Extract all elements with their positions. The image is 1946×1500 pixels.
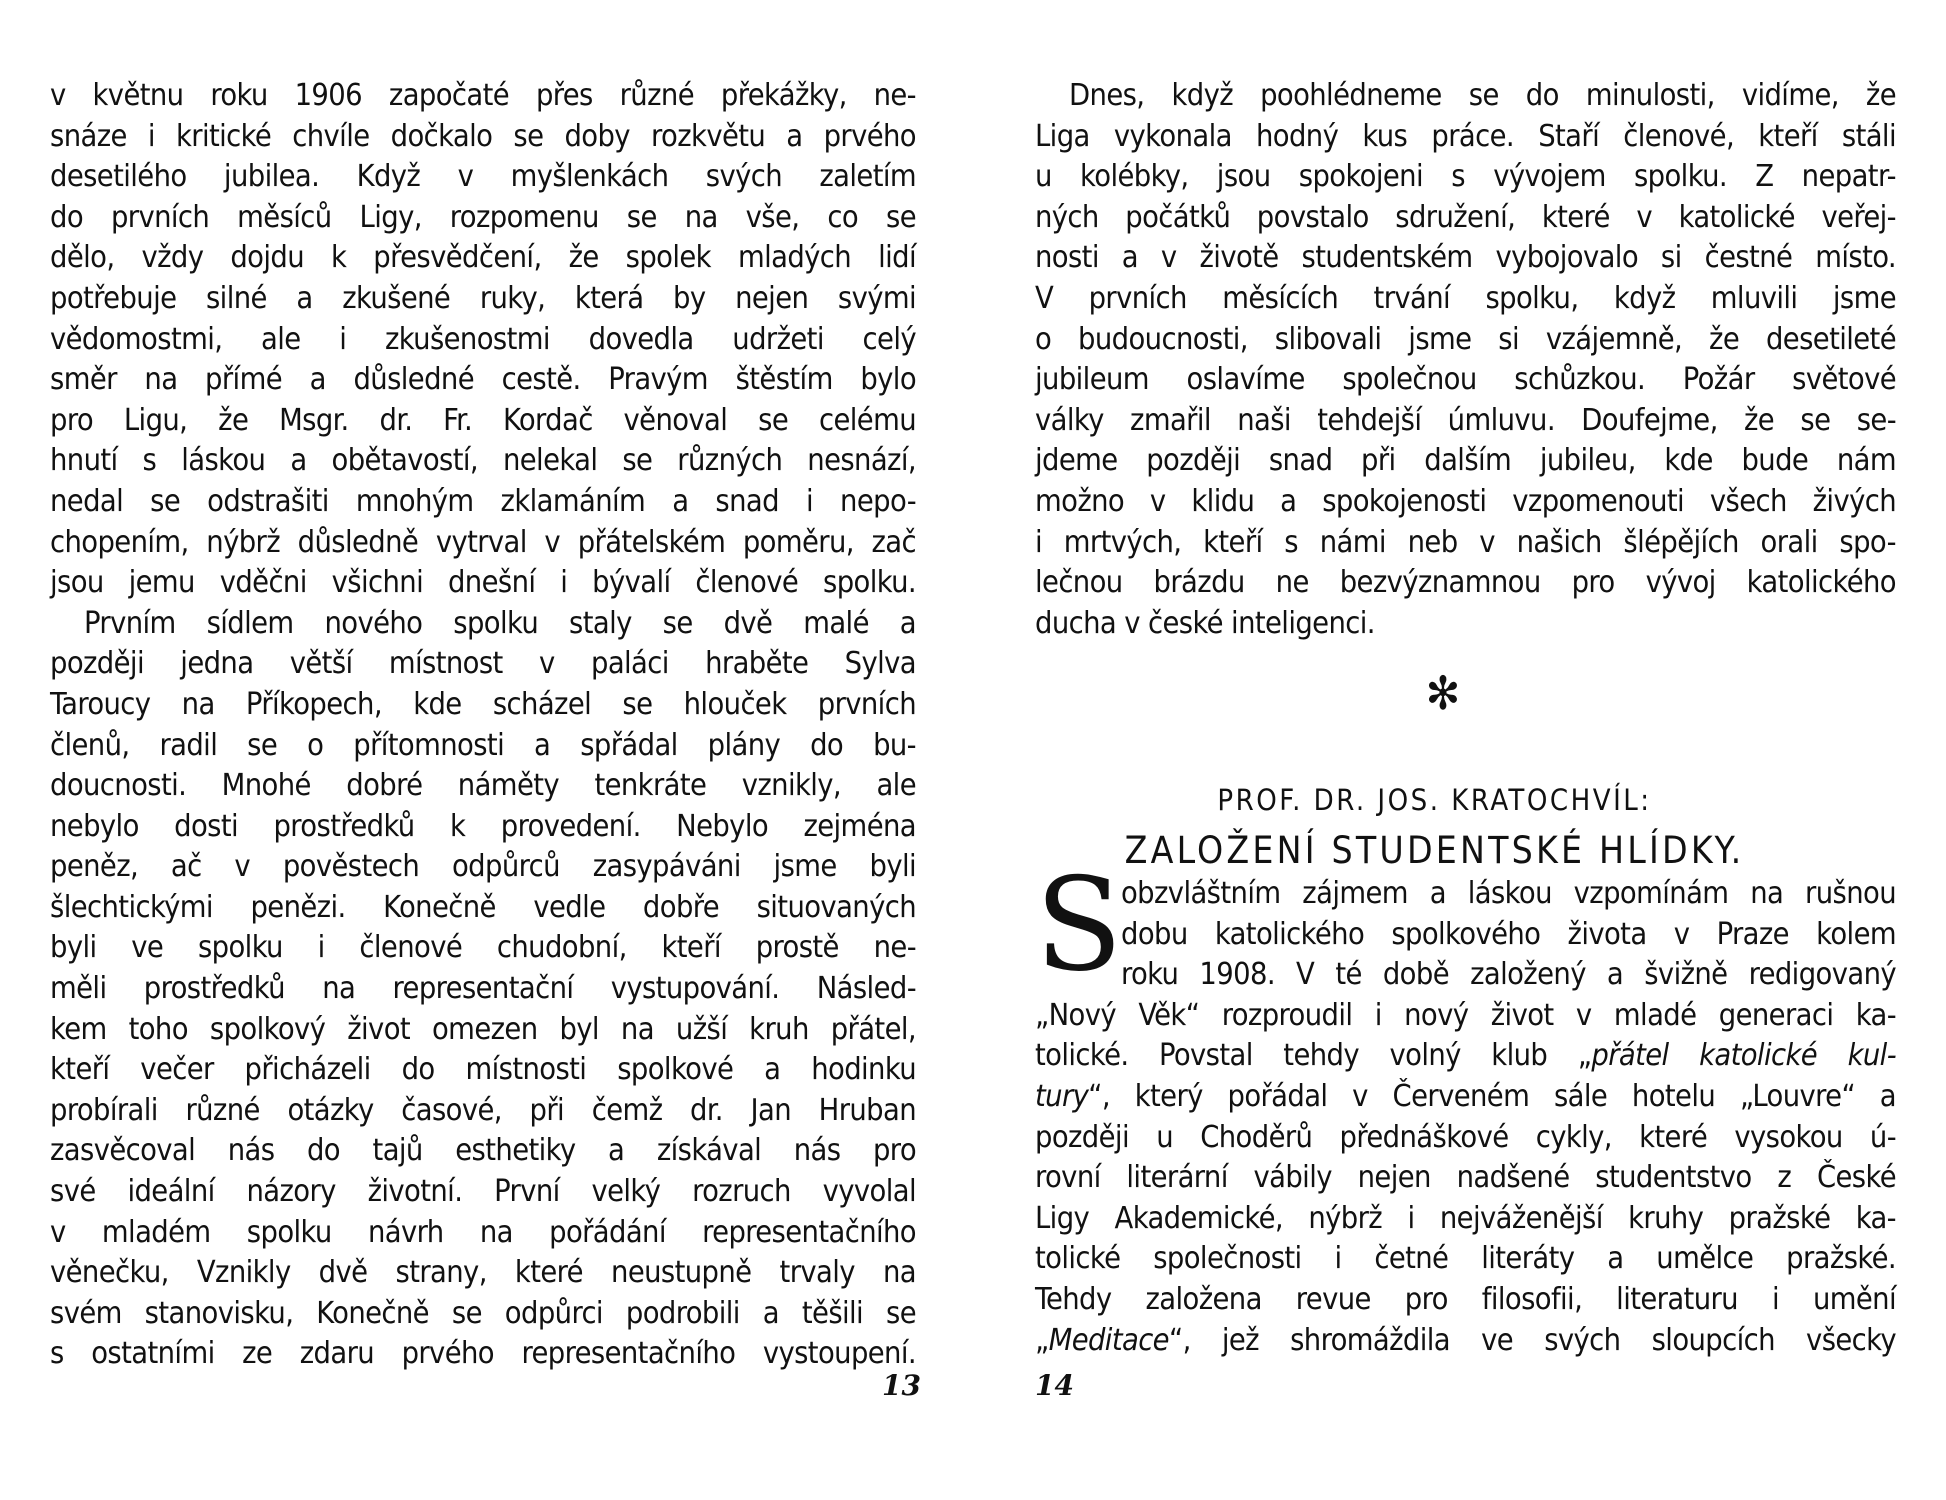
text-line: do prvních měsíců Ligy, rozpomenu se na vše, co se [50, 199, 916, 235]
text-line: u kolébky, jsou spokojeni s vývojem spolku. Z nepatr- [1035, 159, 1896, 195]
text-line: obzvláštním zájmem a láskou vzpomínám na rušnou [1121, 876, 1896, 911]
text-line: pro Ligu, že Msgr. dr. Fr. Kordač věnoval se celému [50, 402, 916, 438]
text-line: Taroucy na Příkopech, kde scházel se hlouček prvních [50, 686, 916, 722]
text-line: možno v klidu a spokojenosti vzpomenouti všech živých [1035, 483, 1896, 519]
text-line: kteří večer přicházeli do místnosti spolkové a hodinku [50, 1052, 916, 1088]
text-line: dělo, vždy dojdu k přesvědčení, že spolek mladých lidí [50, 240, 916, 276]
page-number-right: 14 [1035, 1369, 1074, 1402]
text-line: desetilého jubilea. Když v myšlenkách svých zaletím [50, 159, 916, 195]
text-line: i mrtvých, kteří s námi neb v našich šlépějích orali spo- [1035, 524, 1896, 560]
text-line: hnutí s láskou a obětavostí, nelekal se různých nesnází, [50, 443, 916, 479]
text-line: v mladém spolku návrh na pořádání representačního [50, 1214, 916, 1250]
right-page [973, 0, 1946, 1500]
text-line: dobu katolického spolkového života v Praze kolem [1121, 916, 1896, 952]
text-line: nosti a v životě studentském vybojovalo si čestné místo. [1035, 240, 1896, 276]
text-line: později u Choděrů přednáškové cykly, které vysokou ú- [1035, 1119, 1896, 1155]
text-line: tolické společnosti i četné literáty a umělce pražské. [1035, 1241, 1896, 1277]
text-line: tury“, který pořádal v Červeném sále hotelu „Louvre“ a [1035, 1078, 1896, 1114]
text-line: členů, radil se o přítomnosti a spřádal plány do bu- [50, 727, 916, 763]
asterism-separator-icon: ✻ [1425, 666, 1461, 720]
text-line: Liga vykonala hodný kus práce. Staří členové, kteří stáli [1035, 118, 1896, 154]
left-page-text [50, 76, 916, 1375]
text-line: nebylo dosti prostředků k provedení. Nebylo zejména [50, 808, 916, 844]
text-line: chopením, nýbrž důsledně vytrval v přátelském poměru, zač [50, 524, 916, 560]
text-line: zasvěcoval nás do tajů esthetiky a získával nás pro [50, 1133, 916, 1169]
text-line: v květnu roku 1906 započaté přes různé překážky, ne- [50, 78, 916, 113]
text-line: Dnes, když poohlédneme se do minulosti, vidíme, že [1069, 78, 1896, 113]
text-line: šlechtickými penězi. Konečně vedle dobře situovaných [50, 889, 916, 925]
text-line: „Nový Věk“ rozproudil i nový život v mladé generaci ka- [1035, 997, 1896, 1033]
text-line: nedal se odstrašiti mnohým zklamáním a snad i nepo- [50, 483, 916, 519]
text-line: V prvních měsících trvání spolku, když mluvili jsme [1035, 280, 1896, 316]
text-line: tolické. Povstal tehdy volný klub „přátel katolické kul- [1035, 1038, 1896, 1074]
text-line: svém stanovisku, Konečně se odpůrci podrobili a těšili se [50, 1295, 916, 1331]
article-author: PROF. DR. JOS. KRATOCHVÍL: [1217, 783, 1652, 817]
text-line: války zmařil naši tehdejší úmluvu. Doufejme, že se se- [1035, 402, 1896, 438]
text-line: Prvním sídlem nového spolku staly se dvě malé a [84, 605, 916, 641]
article-text [1035, 851, 1896, 1361]
right-page-text [1035, 76, 1896, 644]
text-line: roku 1908. V té době založený a švižně redigovaný [1121, 957, 1896, 993]
text-line: Tehdy založena revue pro filosofii, literaturu i umění [1035, 1281, 1896, 1317]
text-line: ducha v české inteligenci. [1035, 605, 1375, 641]
text-line: „Meditace“, jež shromáždila ve svých sloupcích všecky [1035, 1322, 1896, 1358]
article-body [1035, 851, 1896, 1361]
text-line: kem toho spolkový život omezen byl na užší kruh přátel, [50, 1011, 916, 1047]
text-line: peněz, ač v pověstech odpůrců zasypáváni jsme byli [50, 849, 916, 885]
text-line: jdeme později snad při dalším jubileu, kde bude nám [1035, 443, 1896, 479]
text-line: snáze i kritické chvíle dočkalo se doby rozkvětu a prvého [50, 118, 916, 154]
text-line: své ideální názory životní. První velký rozruch vyvolal [50, 1174, 916, 1210]
text-line: doucnosti. Mnohé dobré náměty tenkráte vznikly, ale [50, 768, 916, 804]
text-line: jubileum oslavíme společnou schůzkou. Požár světové [1035, 362, 1896, 398]
text-line: potřebuje silné a zkušené ruky, která by nejen svými [50, 280, 916, 316]
text-line: později jedna větší místnost v paláci hraběte Sylva [50, 646, 916, 682]
text-line: byli ve spolku i členové chudobní, kteří prostě ne- [50, 930, 916, 966]
text-line: lečnou brázdu ne bezvýznamnou pro vývoj katolického [1035, 565, 1896, 601]
text-line: ných počátků povstalo sdružení, které v katolické veřej- [1035, 199, 1896, 235]
text-line: vědomostmi, ale i zkušenostmi dovedla udržeti celý [50, 321, 916, 357]
text-line: jsou jemu vděčni všichni dnešní i bývalí členové spolku. [50, 565, 916, 601]
page-number-left: 13 [882, 1369, 921, 1402]
text-line: směr na přímé a důsledné cestě. Pravým štěstím bylo [50, 362, 916, 398]
text-line: probírali různé otázky časové, při čemž dr. Jan Hruban [50, 1092, 916, 1128]
text-line: rovní literární vábily nejen nadšené studentstvo z České [1035, 1160, 1896, 1196]
text-line: s ostatními ze zdaru prvého representačního vystoupení. [50, 1336, 916, 1372]
article-title: ZALOŽENÍ STUDENTSKÉ HLÍDKY. [1124, 829, 1745, 872]
text-line: o budoucnosti, slibovali jsme si vzájemně, že desetileté [1035, 321, 1896, 357]
text-line: měli prostředků na representační vystupování. Násled- [50, 971, 916, 1007]
text-line: Ligy Akademické, nýbrž i nejváženější kruhy pražské ka- [1035, 1200, 1896, 1236]
drop-cap: S [1035, 851, 1123, 1000]
text-line: věnečku, Vznikly dvě strany, které neustupně trvaly na [50, 1255, 916, 1291]
